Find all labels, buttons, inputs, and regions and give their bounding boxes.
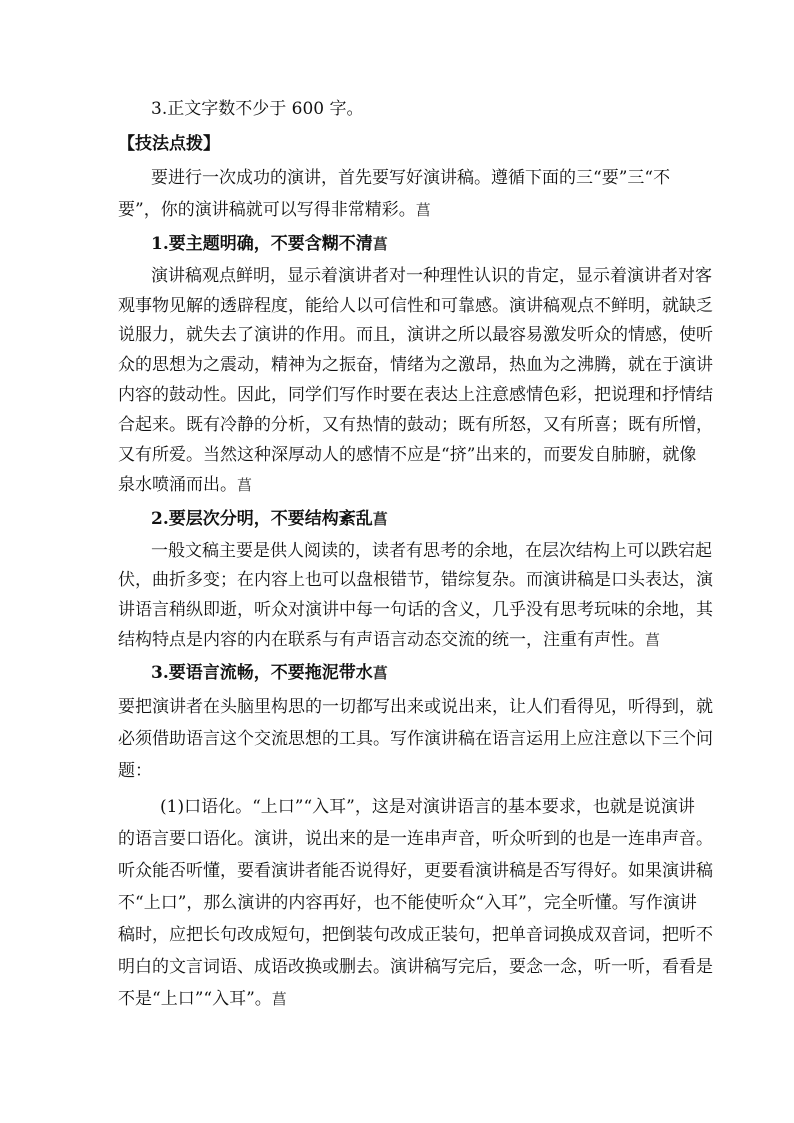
sub-1-line-7: 不是“上口”“入耳”。菖 (118, 989, 287, 1009)
sub-1-line-2: 的语言要口语化。演讲，说出来的是一连串声音，听众听到的也是一连串声音。 (118, 829, 713, 849)
point-1-title: 1.要主题明确，不要含糊不清菖 (151, 234, 388, 254)
requirement-3: 3.正文字数不少于 600 字。 (151, 99, 364, 119)
sub-1-line-6: 明白的文言词语、成语改换或删去。演讲稿写完后，要念一念，听一听，看看是 (118, 957, 713, 977)
point-1-line-8: 泉水喷涌而出。菖 (118, 475, 253, 495)
point-2-line-3: 讲语言稍纵即逝，听众对演讲中每一句话的含义，几乎没有思考玩味的余地，其 (118, 600, 713, 620)
point-1-line-4: 众的思想为之震动，精神为之振奋，情绪为之激昂，热血为之沸腾，就在于演讲 (118, 355, 713, 375)
point-1-line-2: 观事物见解的透辟程度，能给人以可信性和可靠感。演讲稿观点不鲜明，就缺乏 (118, 296, 713, 316)
point-1-line-3: 说服力，就失去了演讲的作用。而且，演讲之所以最容易激发听众的情感，使听 (118, 325, 713, 345)
point-2-line-2: 伏，曲折多变；在内容上也可以盘根错节，错综复杂。而演讲稿是口头表达，演 (118, 570, 713, 590)
point-3-line-3: 题： (118, 761, 152, 781)
paragraph-mark: 菖 (415, 201, 431, 219)
paragraph-mark: 菖 (372, 510, 388, 528)
point-1-line-7: 又有所爱。当然这种深厚动人的感情不应是“挤”出来的，而要发自肺腑，就像 (118, 445, 697, 465)
paragraph-mark: 菖 (237, 476, 253, 494)
intro-line-1: 要进行一次成功的演讲，首先要写好演讲稿。遵循下面的三“要”三“不 (151, 168, 671, 188)
sub-1-line-1: (1)口语化。“上口”“入耳”，这是对演讲语言的基本要求，也就是说演讲 (160, 797, 695, 817)
point-3-line-1: 要把演讲者在头脑里构思的一切都写出来或说出来，让人们看得见，听得到，就 (118, 697, 713, 717)
point-2-title: 2.要层次分明，不要结构紊乱菖 (151, 509, 388, 529)
paragraph-mark: 菖 (645, 631, 661, 649)
paragraph-mark: 菖 (372, 664, 388, 682)
point-2-line-4: 结构特点是内容的内在联系与有声语言动态交流的统一，注重有声性。菖 (118, 630, 661, 650)
point-1-line-1: 演讲稿观点鲜明，显示着演讲者对一种理性认识的肯定，显示着演讲者对客 (151, 266, 712, 286)
point-1-line-5: 内容的鼓动性。因此，同学们写作时要在表达上注意感情色彩，把说理和抒情结 (118, 385, 713, 405)
sub-1-line-5: 稿时，应把长句改成短句，把倒装句改成正装句，把单音词换成双音词，把听不 (118, 925, 713, 945)
point-2-line-1: 一般文稿主要是供人阅读的，读者有思考的余地，在层次结构上可以跌宕起 (151, 541, 712, 561)
sub-1-line-4: 不“上口”，那么演讲的内容再好，也不能使听众“入耳”，完全听懂。写作演讲 (118, 893, 697, 913)
sub-1-line-3: 听众能否听懂，要看演讲者能否说得好，更要看演讲稿是否写得好。如果演讲稿 (118, 861, 713, 881)
point-3-title: 3.要语言流畅，不要拖泥带水菖 (151, 663, 388, 683)
section-heading: 【技法点拨】 (118, 134, 220, 154)
intro-line-2: 要”，你的演讲稿就可以写得非常精彩。菖 (118, 200, 431, 220)
paragraph-mark: 菖 (372, 235, 388, 253)
paragraph-mark: 菖 (271, 990, 287, 1008)
point-3-line-2: 必须借助语言这个交流思想的工具。写作演讲稿在语言运用上应注意以下三个问 (118, 729, 713, 749)
point-1-line-6: 合起来。既有冷静的分析，又有热情的鼓动；既有所怒，又有所喜；既有所憎， (118, 415, 713, 435)
